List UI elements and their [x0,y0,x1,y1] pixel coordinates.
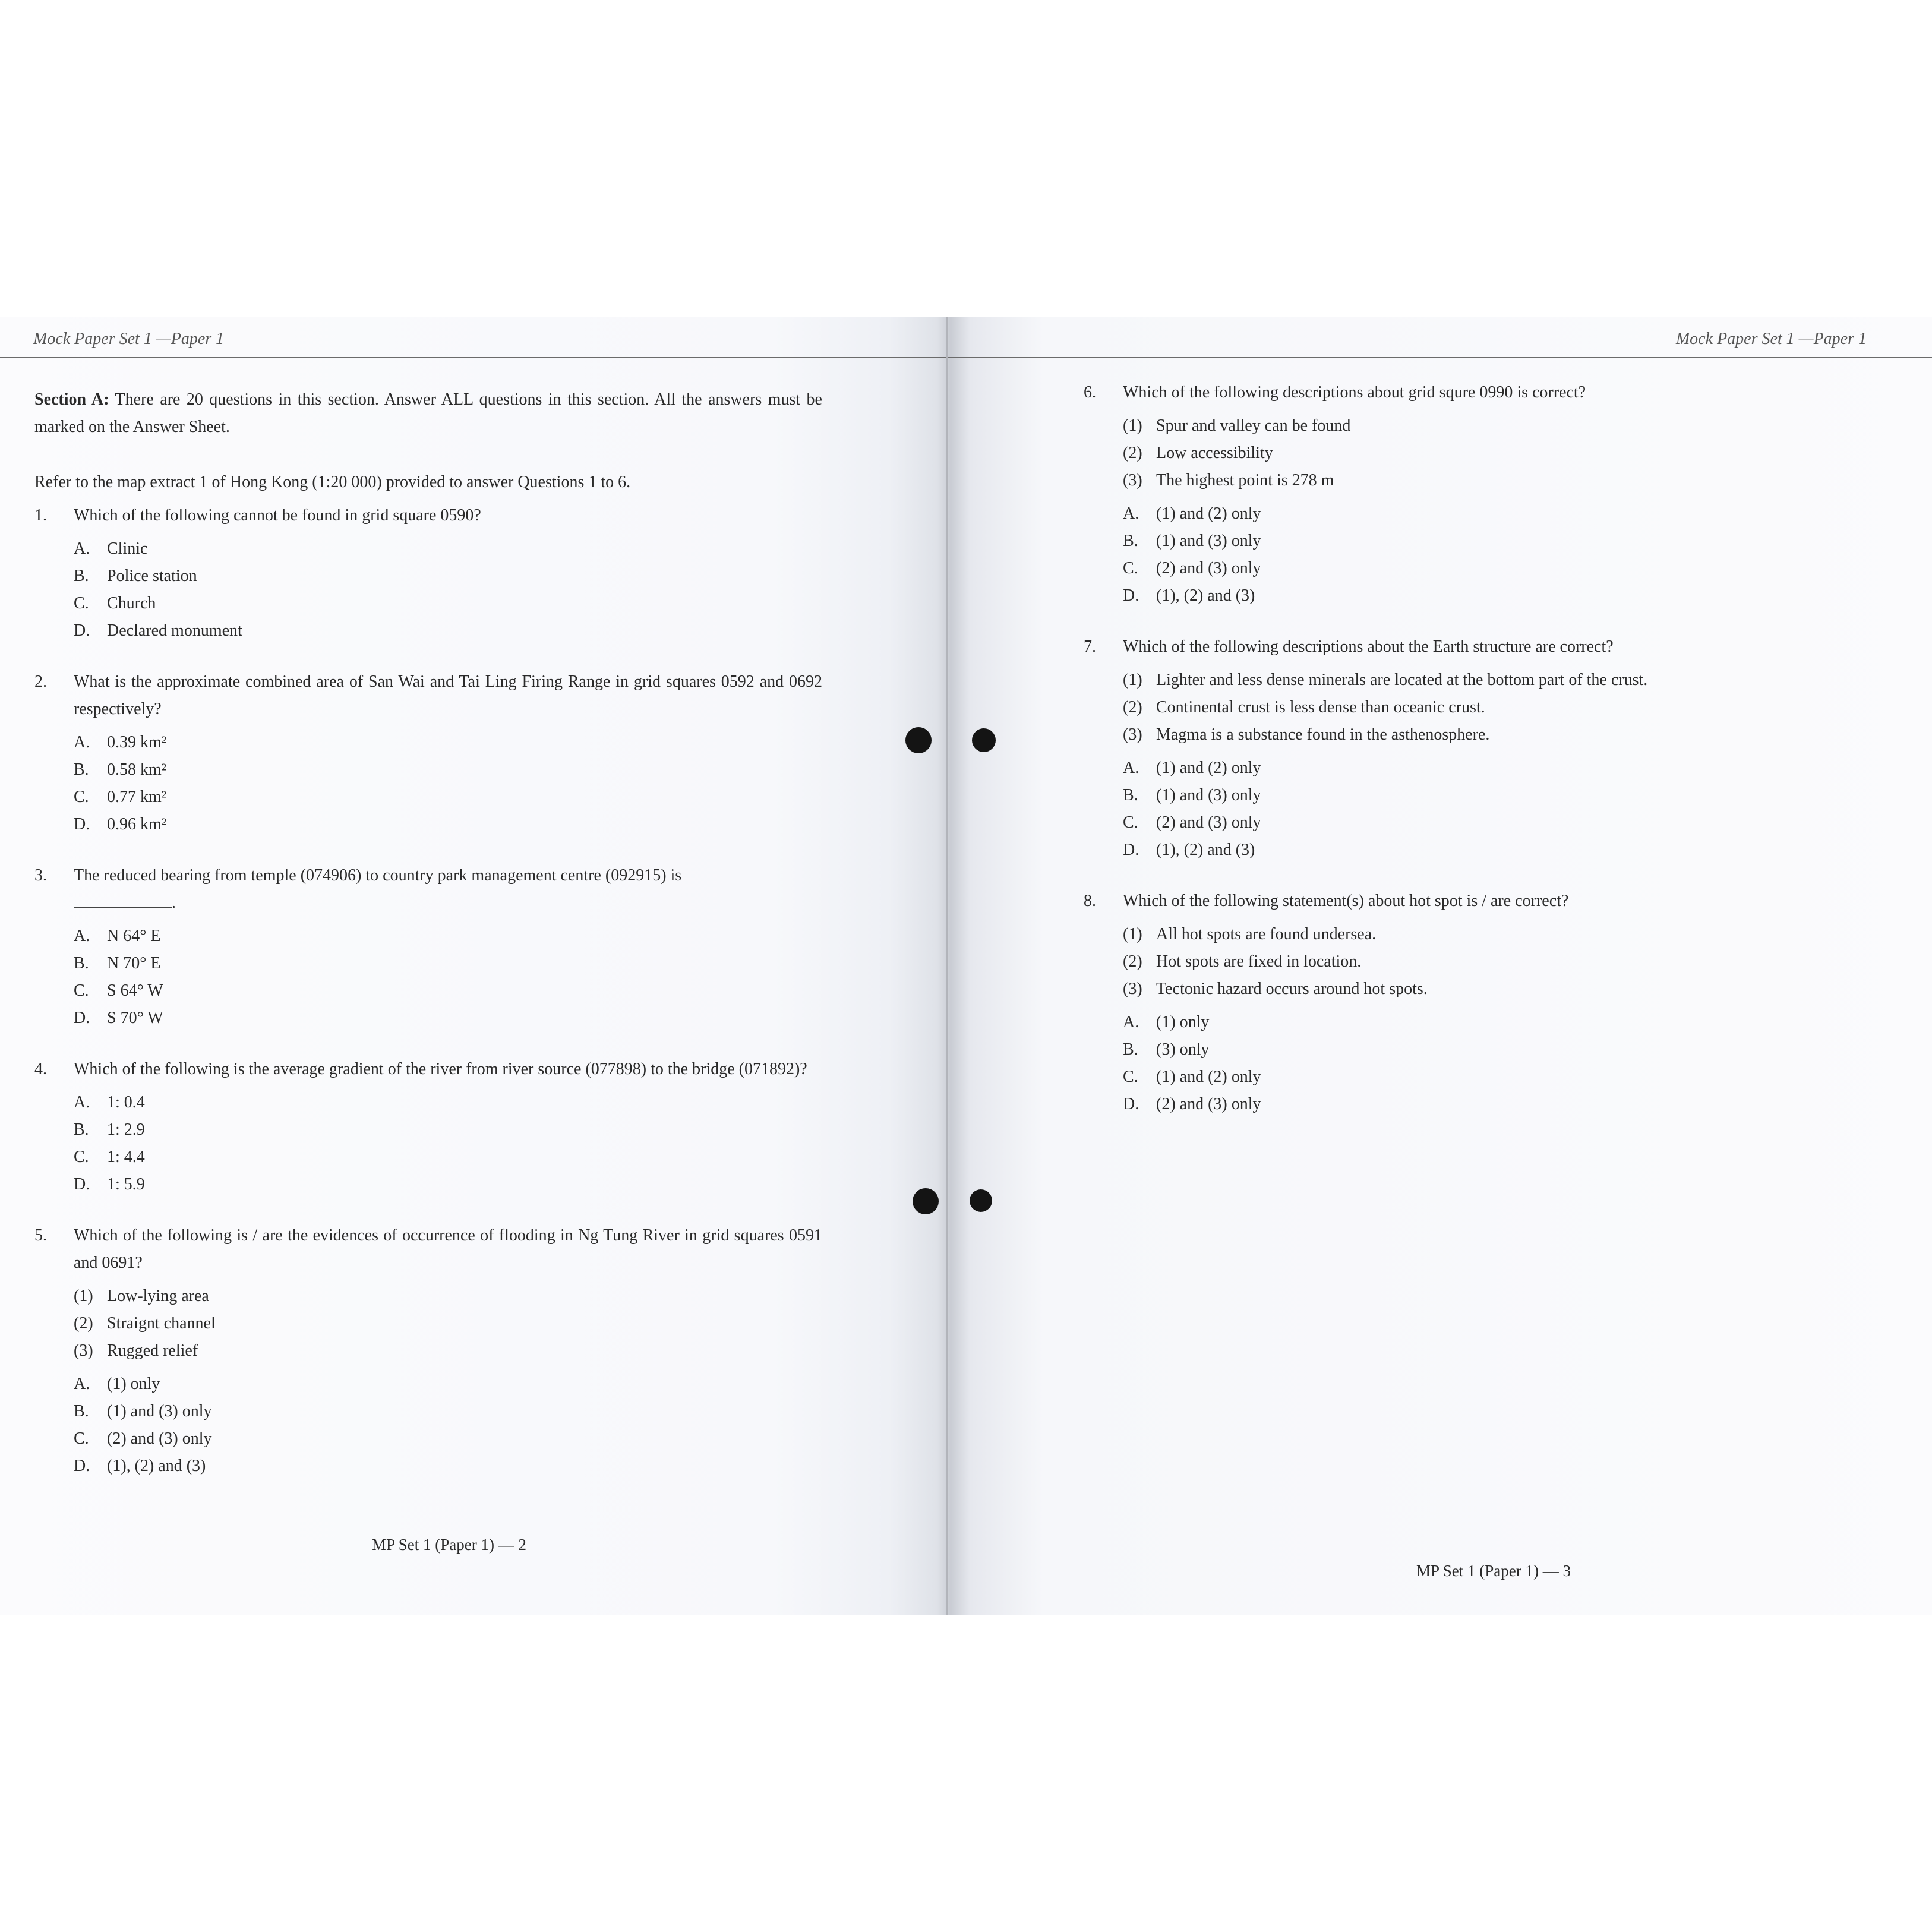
option-a [1123,500,1832,528]
option-c [74,590,822,617]
option-text: (1) and (3) only [1156,786,1261,804]
answer-blank [74,892,172,908]
question-number: 8. [1084,892,1096,910]
option-a [74,1371,822,1398]
option-a [1123,755,1832,782]
statement-text: Rugged relief [107,1341,198,1360]
question-3 [34,862,822,1032]
options-list [34,729,822,838]
options-list [34,535,822,645]
option-c [74,977,822,1005]
statement-text: Continental crust is less dense than oceanic crust. [1156,698,1485,716]
question-number: 1. [34,506,47,525]
option-text: (1), (2) and (3) [107,1457,206,1475]
option-text: (1) only [107,1375,160,1393]
question-8 [1084,888,1832,1118]
running-header: Mock Paper Set 1 —Paper 1 [1675,330,1867,348]
option-b [74,1398,822,1425]
option-text: (1) and (2) only [1156,1068,1261,1086]
statement-text: Straignt channel [107,1314,216,1333]
option-text: S 70° W [107,1009,163,1027]
option-label: B. [74,954,89,973]
option-a [74,729,822,756]
option-c [74,1144,822,1171]
statement-text: Hot spots are fixed in location. [1156,952,1362,971]
question-7 [1084,633,1832,864]
page-footer: MP Set 1 (Paper 1) — 3 [1416,1562,1571,1580]
statements-list [1084,412,1832,494]
option-d [1123,582,1832,610]
question-number: 4. [34,1060,47,1078]
option-label: C. [1123,813,1138,832]
option-text: 0.58 km² [107,760,167,779]
left-page [0,317,946,1615]
question-text: Which of the following is the average gradient of the river from river source (077898) to the bridge (071892)? [74,1060,807,1078]
option-c [1123,809,1832,836]
option-label: A. [74,1375,90,1393]
statement-label: (3) [1123,471,1142,490]
options-list [34,923,822,1032]
option-c [74,784,822,811]
option-label: C. [74,788,89,806]
option-label: C. [1123,559,1138,577]
statement-3 [1123,721,1832,749]
statement-label: (3) [1123,725,1142,744]
question-text-end: . [172,894,176,912]
statement-label: (2) [1123,698,1142,716]
option-text: 0.77 km² [107,788,167,806]
right-page [948,317,1932,1615]
option-b [74,1116,822,1144]
refer-instruction: Refer to the map extract 1 of Hong Kong (1:20 000) provided to answer Questions 1 to 6. [34,473,631,491]
option-c [74,1425,822,1453]
statement-1 [1123,921,1832,948]
statement-label: (1) [1123,925,1142,943]
option-label: D. [1123,586,1139,605]
options-list [34,1371,822,1480]
option-d [74,617,822,645]
option-b [1123,528,1832,555]
page-footer: MP Set 1 (Paper 1) — 2 [372,1536,526,1554]
question-text-body: The reduced bearing from temple (074906) to country park management centre (092915) is [74,866,682,885]
question-text: Which of the following cannot be found in grid square 0590? [74,506,481,525]
option-text: (1), (2) and (3) [1156,586,1255,605]
question-6 [1084,379,1832,610]
option-label: D. [1123,841,1139,859]
option-b [74,563,822,590]
section-label: Section A: [34,390,109,409]
option-label: D. [74,621,90,640]
option-a [1123,1009,1832,1036]
statement-text: Tectonic hazard occurs around hot spots. [1156,980,1428,998]
options-list [1084,1009,1832,1118]
statement-1 [1123,667,1832,694]
option-text: (1) and (3) only [1156,532,1261,550]
header-rule [0,357,946,358]
statement-label: (2) [1123,444,1142,462]
options-list [1084,755,1832,864]
question-text [74,862,822,917]
option-c [1123,1063,1832,1091]
statement-label: (2) [74,1314,93,1333]
statement-label: (1) [1123,671,1142,689]
question-2 [34,668,822,838]
option-text: (1) and (3) only [107,1402,212,1420]
option-text: 1: 0.4 [107,1093,145,1112]
statement-text: Low accessibility [1156,444,1273,462]
option-label: B. [74,567,89,585]
option-d [1123,836,1832,864]
option-text: (2) and (3) only [107,1429,212,1448]
option-text: (1) and (2) only [1156,759,1261,777]
option-text: (2) and (3) only [1156,813,1261,832]
option-label: A. [74,539,90,558]
option-b [1123,782,1832,809]
option-text: 1: 5.9 [107,1175,145,1194]
option-text: Declared monument [107,621,242,640]
option-label: D. [74,1009,90,1027]
statement-label: (3) [1123,980,1142,998]
option-d [74,1171,822,1198]
option-text: 0.39 km² [107,733,167,752]
option-label: A. [74,927,90,945]
statement-label: (2) [1123,952,1142,971]
statement-2 [1123,694,1832,721]
option-label: A. [1123,504,1139,523]
option-a [74,535,822,563]
question-number: 5. [34,1226,47,1245]
option-label: B. [74,760,89,779]
option-label: B. [74,1402,89,1420]
statement-text: Low-lying area [107,1287,209,1305]
statement-text: Spur and valley can be found [1156,416,1351,435]
option-b [74,950,822,977]
question-5 [34,1222,822,1480]
option-text: N 70° E [107,954,161,973]
option-text: (2) and (3) only [1156,559,1261,577]
option-text: 1: 4.4 [107,1148,145,1166]
option-d [74,811,822,838]
option-label: D. [74,1175,90,1194]
section-instructions [34,386,822,441]
statement-2 [74,1310,822,1337]
statement-3 [74,1337,822,1365]
statement-3 [1123,976,1832,1003]
option-b [74,756,822,784]
option-a [74,923,822,950]
punch-hole [913,1188,939,1214]
question-number: 2. [34,673,47,691]
punch-hole [905,727,932,753]
option-text: S 64° W [107,981,163,1000]
option-label: A. [1123,1013,1139,1031]
option-label: D. [74,1457,90,1475]
option-label: D. [1123,1095,1139,1113]
question-text: Which of the following descriptions about grid squre 0990 is correct? [1123,383,1586,402]
option-text: Police station [107,567,197,585]
option-label: D. [74,815,90,834]
option-text: (3) only [1156,1040,1210,1059]
option-text: (1) and (2) only [1156,504,1261,523]
option-d [74,1005,822,1032]
question-text: What is the approximate combined area of San Wai and Tai Ling Firing Range in grid squares 0592 and 0692 respectively? [74,673,822,718]
statement-1 [1123,412,1832,440]
option-text: (1), (2) and (3) [1156,841,1255,859]
options-list [34,1089,822,1198]
option-b [1123,1036,1832,1063]
option-d [74,1453,822,1480]
statement-label: (1) [1123,416,1142,435]
option-label: A. [1123,759,1139,777]
punch-hole [972,728,996,752]
statement-2 [1123,440,1832,467]
statement-text: The highest point is 278 m [1156,471,1334,490]
option-label: C. [1123,1068,1138,1086]
option-text: Clinic [107,539,148,558]
statement-1 [74,1283,822,1310]
option-label: C. [74,1148,89,1166]
option-label: C. [74,594,89,613]
question-text: Which of the following is / are the evidences of occurrence of flooding in Ng Tung River in grid squares 0591 and 0691? [74,1226,822,1272]
question-number: 6. [1084,383,1096,402]
option-text: (1) only [1156,1013,1210,1031]
option-label: B. [1123,786,1138,804]
statements-list [1084,667,1832,749]
option-label: C. [74,1429,89,1448]
header-rule [948,357,1932,358]
statement-2 [1123,948,1832,976]
option-text: Church [107,594,156,613]
question-number: 3. [34,866,47,885]
page-body [34,386,822,1504]
option-label: A. [74,1093,90,1112]
punch-hole [970,1189,992,1212]
option-text: 1: 2.9 [107,1120,145,1139]
option-d [1123,1091,1832,1118]
option-text: N 64° E [107,927,161,945]
option-text: (2) and (3) only [1156,1095,1261,1113]
option-a [74,1089,822,1116]
option-label: A. [74,733,90,752]
statement-label: (1) [74,1287,93,1305]
statement-label: (3) [74,1341,93,1360]
statement-3 [1123,467,1832,494]
option-c [1123,555,1832,582]
statement-text: Magma is a substance found in the asthenosphere. [1156,725,1490,744]
option-label: B. [1123,1040,1138,1059]
question-number: 7. [1084,637,1096,656]
statement-text: Lighter and less dense minerals are located at the bottom part of the crust. [1156,671,1648,689]
question-text: Which of the following descriptions about the Earth structure are correct? [1123,637,1614,656]
options-list [1084,500,1832,610]
statements-list [34,1283,822,1365]
option-label: C. [74,981,89,1000]
question-text: Which of the following statement(s) about hot spot is / are correct? [1123,892,1569,910]
statements-list [1084,921,1832,1003]
section-text: There are 20 questions in this section. Answer ALL questions in this section. All the answers must be marked on the Answer Sheet. [34,390,822,436]
option-text: 0.96 km² [107,815,167,834]
question-1 [34,502,822,645]
page-body [1084,379,1832,1142]
option-label: B. [74,1120,89,1139]
statement-text: All hot spots are found undersea. [1156,925,1377,943]
question-4 [34,1056,822,1198]
option-label: B. [1123,532,1138,550]
running-header: Mock Paper Set 1 —Paper 1 [33,330,225,348]
